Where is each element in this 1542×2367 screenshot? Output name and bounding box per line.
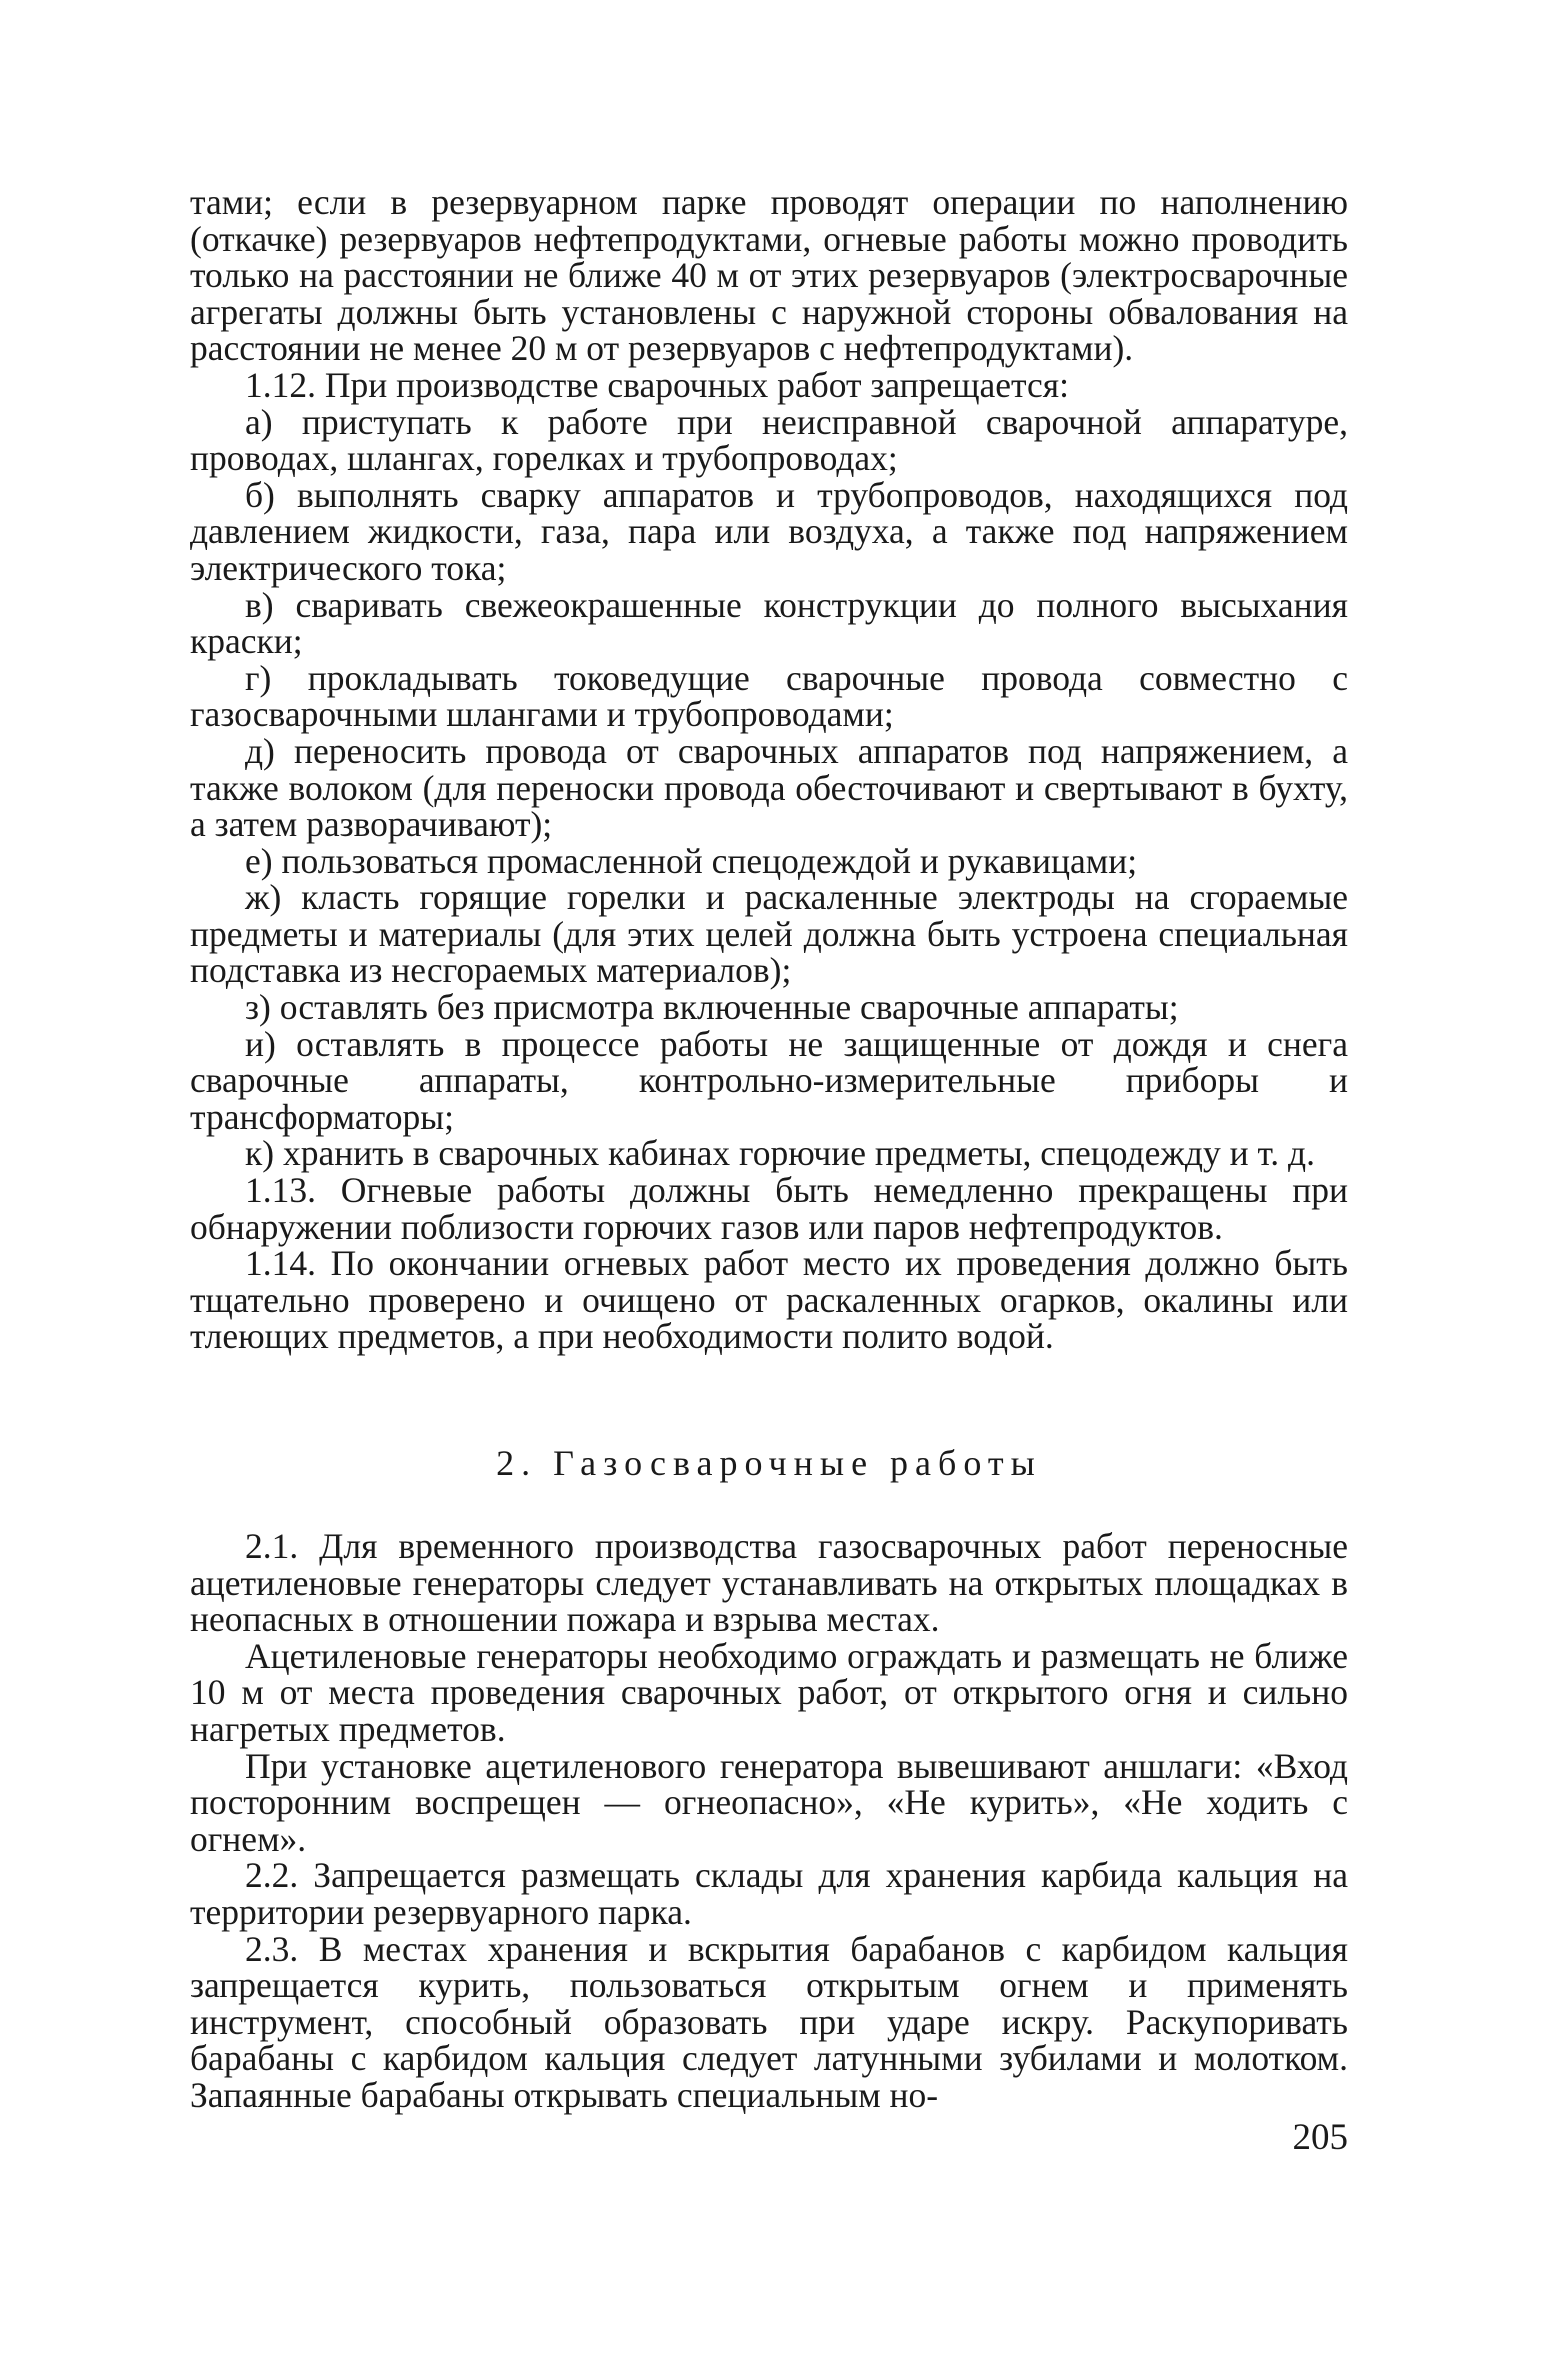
section-body xyxy=(190,1528,1348,2114)
paragraph-1-14: 1.14. По окончании огневых работ место их проведения должно быть тщательно проверено и очищено от раскаленных огарков, окалины или тлеющих предметов, а при необходимости полито водой. xyxy=(190,1243,1348,1357)
paragraph-2-2: 2.2. Запрещается размещать склады для хранения карбида кальция на территории резервуарного парка. xyxy=(190,1855,1348,1932)
paragraph-2-1: 2.1. Для временного производства газосварочных работ переносные ацетиленовые генераторы следует устанавливать на открытых площадках в неопасных в отношении пожара и взрыва местах. xyxy=(190,1526,1348,1640)
paragraph-1-13: 1.13. Огневые работы должны быть немедленно прекращены при обнаружении поблизости горючих газов или паров нефтепродуктов. xyxy=(190,1170,1348,1247)
list-item-z: з) оставлять без присмотра включенные сварочные аппараты; xyxy=(245,987,1179,1028)
paragraph-1-12: 1.12. При производстве сварочных работ запрещается: xyxy=(245,364,1069,405)
list-item-a: а) приступать к работе при неисправной сварочной аппаратуре, проводах, шлангах, горелках и трубопроводах; xyxy=(190,401,1348,479)
list-item-v: в) сваривать свежеокрашенные конструкции до полного высыхания краски; xyxy=(190,584,1348,662)
list-item-d: д) переносить провода от сварочных аппаратов под напряжением, а также волоком (для переноски провода обесточивают и свертывают в бухту, а затем разворачивают); xyxy=(190,730,1348,845)
paragraph-2-3: 2.3. В местах хранения и вскрытия барабанов с карбидом кальция запрещается курить, пользоваться открытым огнем и применять инструмент, способный образовать при ударе искру. Раскупоривать барабаны с карбидом кальция следует латунными зубилами и молотком. Запаянные барабаны открывать специальным но- xyxy=(190,1928,1348,2115)
paragraph-generators: Ацетиленовые генераторы необходимо ограждать и размещать не ближе 10 м от места проведения сварочных работ, от открытого огня и сильно нагретых предметов. xyxy=(190,1635,1348,1749)
list-item-i: и) оставлять в процессе работы не защищенные от дождя и снега сварочные аппараты, контрольно-измерительные приборы и трансформаторы; xyxy=(190,1023,1348,1137)
paragraph-signs: При установке ацетиленового генератора вывешивают аншлаги: «Вход посторонним воспрещен — огнеопасно», «Не курить», «Не ходить с огнем». xyxy=(190,1745,1348,1859)
section-heading: 2. Газосварочные работы xyxy=(496,1443,1042,1483)
list-item-zh: ж) класть горящие горелки и раскаленные электроды на сгораемые предметы и материалы (для этих целей должна быть устроена специальная подставка из несгораемых материалов); xyxy=(190,877,1348,991)
paragraph-continuation: тами; если в резервуарном парке проводят операции по наполнению (откачке) резервуаров нефтепродуктами, огневые работы можно проводить только на расстоянии не ближе 40 м от этих резервуаров (электросварочные агрегаты должны быть установлены с наружной стороны обвалования на расстоянии не менее 20 м от резервуаров с нефтепродуктами). xyxy=(190,182,1348,369)
page-body xyxy=(190,184,1348,1355)
page-number: 205 xyxy=(1292,2117,1348,2158)
list-item-g: г) прокладывать токоведущие сварочные провода совместно с газосварочными шлангами и трубопроводами; xyxy=(190,657,1348,735)
list-item-b: б) выполнять сварку аппаратов и трубопроводов, находящихся под давлением жидкости, газа, пара или воздуха, а также под напряжением электрического тока; xyxy=(190,474,1348,588)
list-item-k: к) хранить в сварочных кабинах горючие предметы, спецодежду и т. д. xyxy=(245,1133,1315,1174)
list-item-e: е) пользоваться промасленной спецодеждой и рукавицами; xyxy=(245,840,1138,881)
